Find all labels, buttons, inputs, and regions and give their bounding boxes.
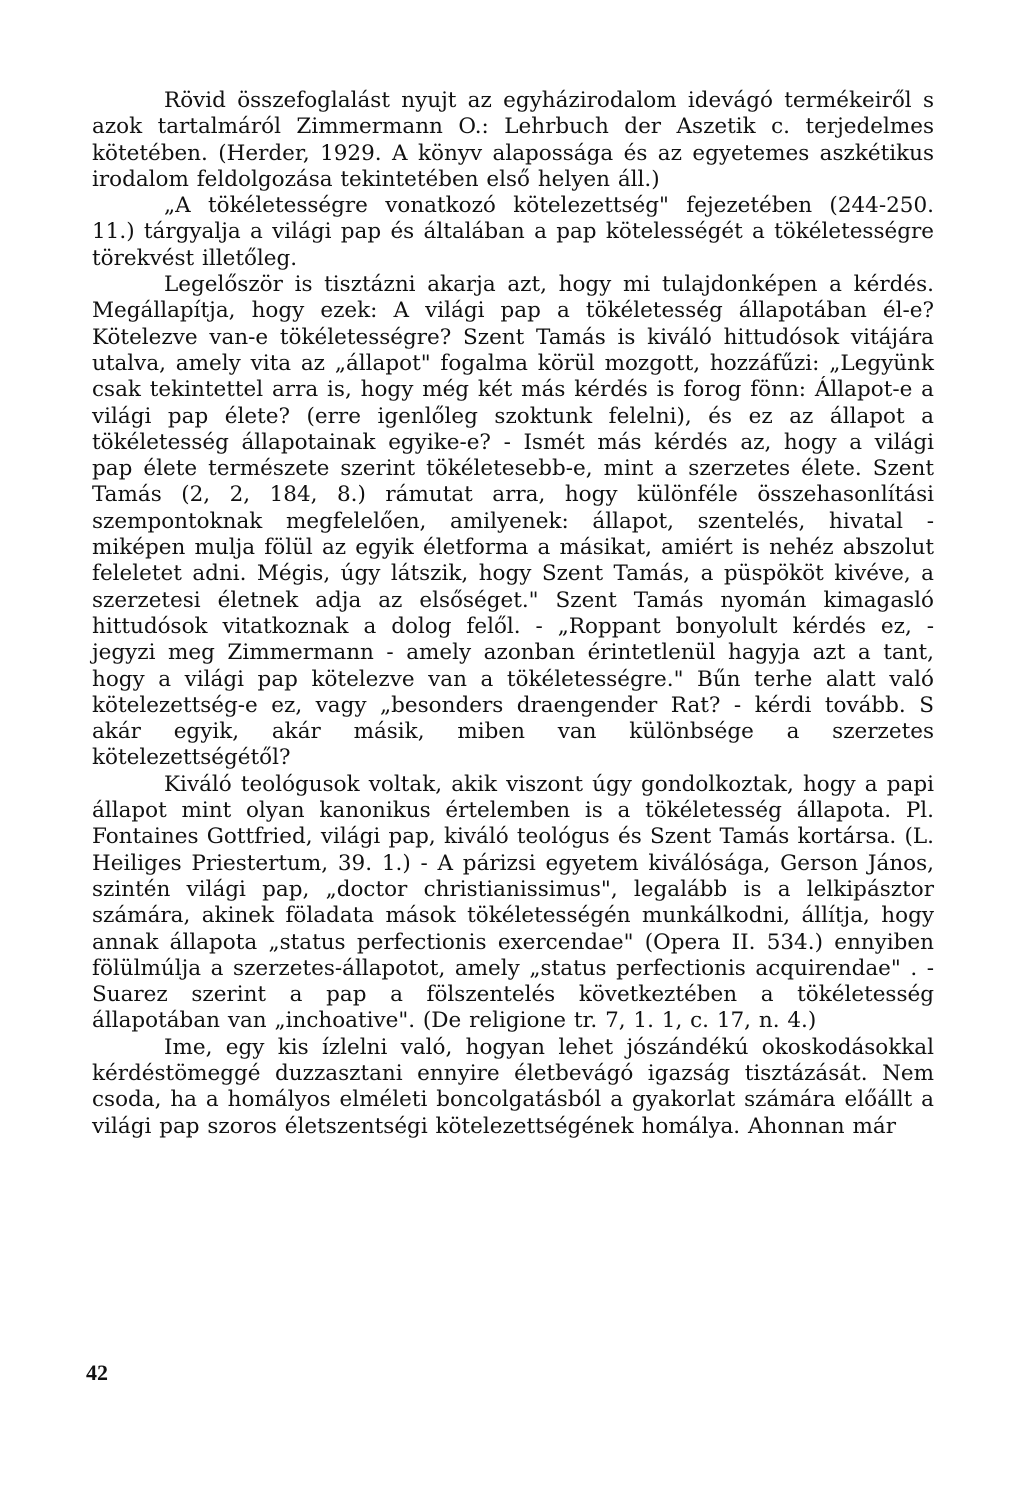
paragraph-3: Legelőször is tisztázni akarja azt, hogy mi tulajdonképen a kérdés. Megállapítja, hogy ezek: A világi pap a tökéletesség állapotában él-e? Kötelezve van-e tökéletességre? Szent Tamás is kiváló hittudósok vitájára utalva, amely vita az „állapot" fogalma körül mozgott, hozzáfűzi: „Legyünk csak tekintettel arra is, hogy még két más kérdés is forog fönn: Állapot-e a világi pap élete? (erre igenlőleg szoktunk felelni), és ez az állapot a tökéletesség állapotainak egyike-e? - Ismét más kérdés az, hogy a világi pap élete természete szerint tökéletesebb-e, mint a szerzetes élete. Szent Tamás (2, 2, 184, 8.) rámutat arra, hogy különféle összehasonlítási szempontoknak megfelelően, amilyenek: állapot, szentelés, hivatal - miképen mulja fölül az egyik életforma a másikat, amiért is nehéz abszolut feleletet adni. Mégis, úgy látszik, hogy Szent Tamás, a püspököt kivéve, a szerzetesi életnek adja az elsőséget." Szent Tamás nyomán kimagasló hittudósok vitatkoznak a dolog felől. - „Roppant bonyolult kérdés ez, - jegyzi meg Zimmermann - amely azonban érintetlenül hagyja azt a tant, hogy a világi pap kötelezve van a tökéletességre." Bűn terhe alatt való kötelezettség-e ez, vagy „besonders draengender Rat? - kérdi tovább. S akár egyik, akár másik, miben van különbsége a szerzetes kötelezettségétől?: [92, 272, 934, 771]
paragraph-5: Ime, egy kis ízlelni való, hogyan lehet jószándékú okoskodásokkal kérdéstömeggé duzzasztani ennyire életbevágó igazság tisztázását. Nem csoda, ha a homályos elméleti boncolgatásból a gyakorlat számára előállt a világi pap szoros életszentségi kötelezettségének homálya. Ahonnan már: [92, 1034, 934, 1139]
paragraph-4: Kiváló teológusok voltak, akik viszont úgy gondolkoztak, hogy a papi állapot mint olyan kanonikus értelemben is a tökéletesség állapota. Pl. Fontaines Gottfried, világi pap, kiváló teológus és Szent Tamás kortársa. (L. Heiliges Priestertum, 39. 1.) - A párizsi egyetem kiválósága, Gerson János, szintén világi pap, „doctor christianissimus", legalább is a lelkipásztor számára, akinek föladata mások tökéletességén munkálkodni, állítja, hogy annak állapota „status perfectionis exercendae" (Opera II. 534.) ennyiben fölülmúlja a szerzetes-állapotot, amely „status perfectionis acquirendae" . - Suarez szerint a pap a fölszentelés következtében a tökéletesség állapotában van „inchoative". (De religione tr. 7, 1. 1, c. 17, n. 4.): [92, 771, 934, 1034]
paragraph-2: „A tökéletességre vonatkozó kötelezettség" fejezetében (244-250. 11.) tárgyalja a világi pap és általában a pap kötelességét a tökéletességre törekvést illetőleg.: [92, 193, 934, 271]
paragraph-1: Rövid összefoglalást nyujt az egyházirodalom idevágó termékeiről s azok tartalmáról Zimmermann O.: Lehrbuch der Aszetik c. terjedelmes kötetében. (Herder, 1929. A könyv alapossága és az egyetemes aszkétikus irodalom feldolgozása tekintetében első helyen áll.): [92, 88, 934, 192]
page-number: 42: [86, 1360, 108, 1385]
body-text: [92, 88, 934, 1140]
